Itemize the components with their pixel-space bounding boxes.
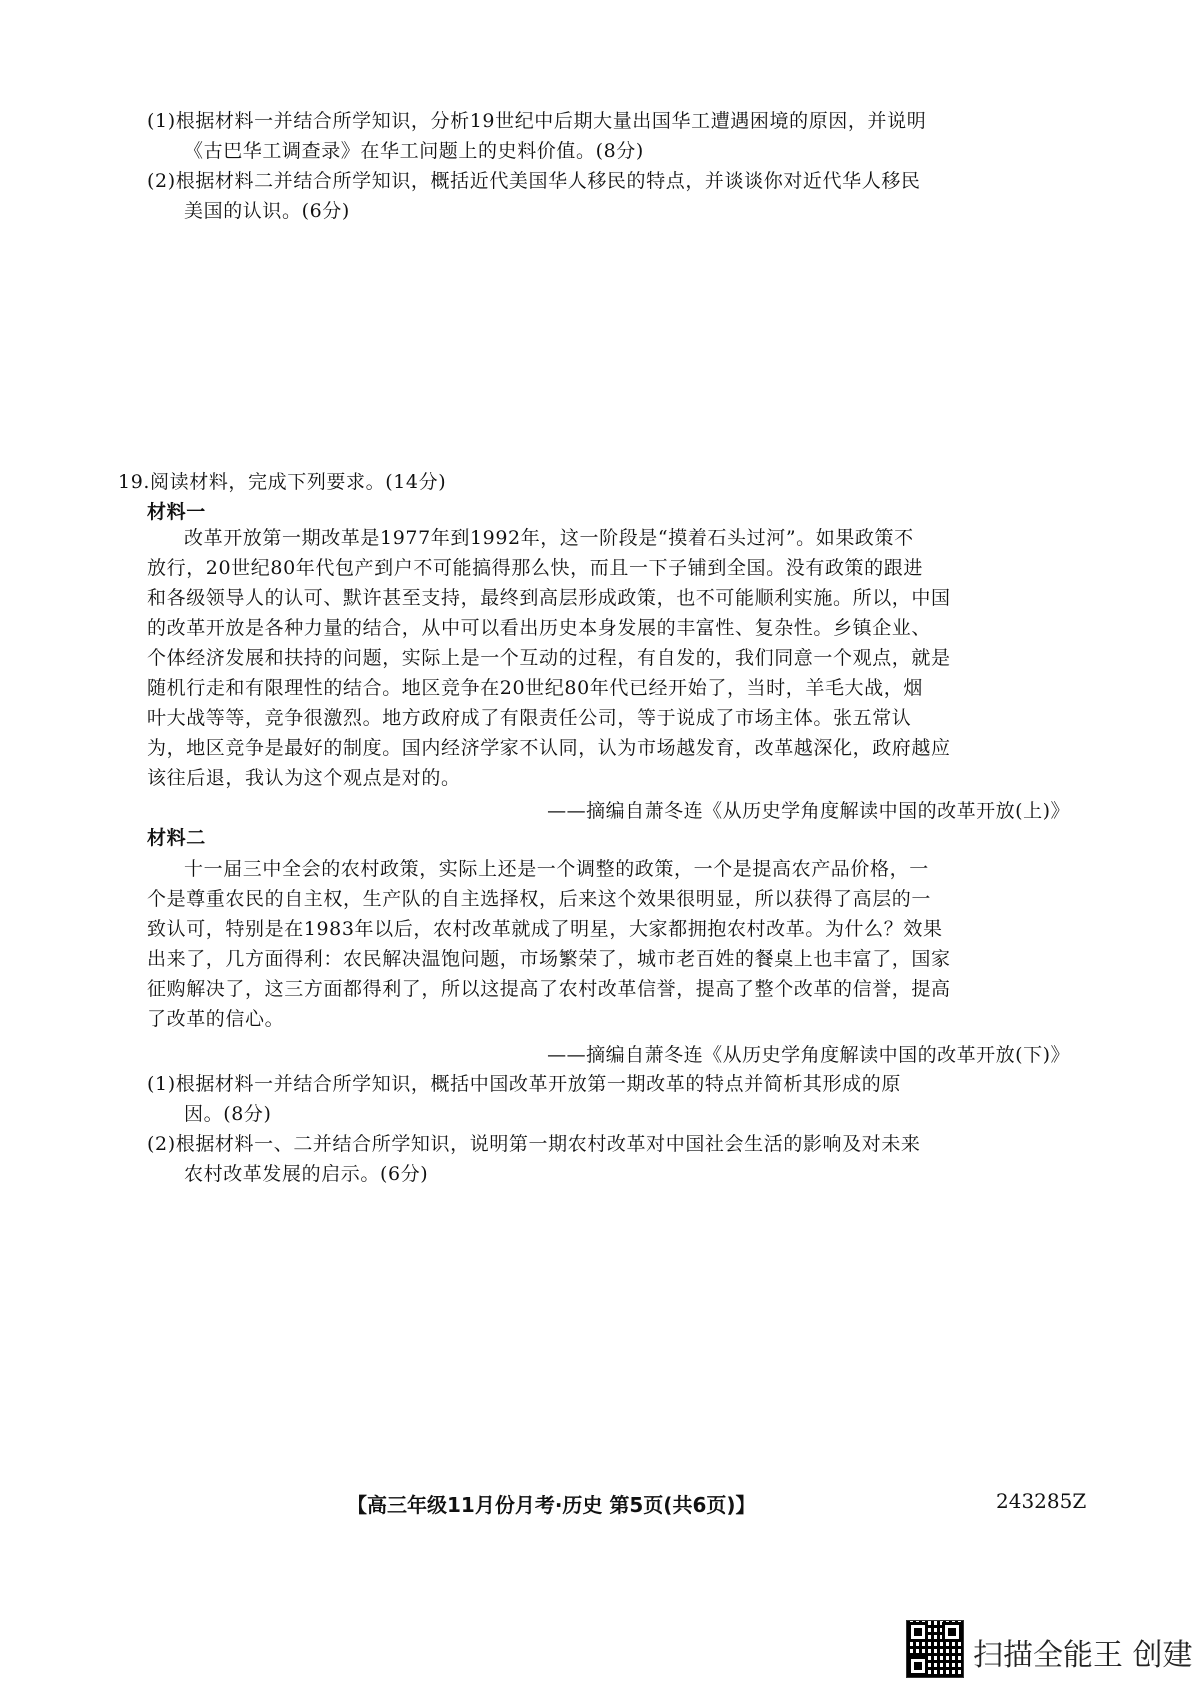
material-1-label: 材料一 xyxy=(147,501,206,523)
material-1-line: 该往后退，我认为这个观点是对的。 xyxy=(147,767,461,789)
page-footer: 【高三年级11月份月考·历史 第5页(共6页)】 xyxy=(347,1493,756,1517)
material-2-line: 个是尊重农民的自主权，生产队的自主选择权，后来这个效果很明显，所以获得了高层的一 xyxy=(147,888,932,910)
material-1-line: 为，地区竞争是最好的制度。国内经济学家不认同，认为市场越发育，改革越深化，政府越应 xyxy=(147,737,951,759)
material-1-line: 叶大战等等，竞争很激烈。地方政府成了有限责任公司，等于说成了市场主体。张五常认 xyxy=(147,707,912,729)
material-1-line: 改革开放第一期改革是1977年到1992年，这一阶段是“摸着石头过河”。如果政策不 xyxy=(184,527,914,549)
material-1-line: 个体经济发展和扶持的问题，实际上是一个互动的过程，有自发的，我们同意一个观点，就是 xyxy=(147,647,951,669)
prev-question-1b: 《古巴华工调查录》在华工问题上的史料价值。(8分) xyxy=(184,140,644,162)
bleed-through-text xyxy=(530,240,620,265)
material-2-label: 材料二 xyxy=(147,827,206,849)
question-19-title: 19.阅读材料，完成下列要求。(14分) xyxy=(118,471,447,493)
prev-question-2b: 美国的认识。(6分) xyxy=(184,200,350,222)
qr-code-icon xyxy=(906,1620,964,1678)
question-19-sub-2b: 农村改革发展的启示。(6分) xyxy=(184,1163,429,1185)
question-19-sub-2a: (2)根据材料一、二并结合所学知识，说明第一期农村改革对中国社会生活的影响及对未来 xyxy=(147,1133,921,1155)
material-1-line: 和各级领导人的认可、默许甚至支持，最终到高层形成政策，也不可能顺利实施。所以，中国 xyxy=(147,587,951,609)
material-2-line: 了改革的信心。 xyxy=(147,1008,285,1030)
material-2-line: 出来了，几方面得利：农民解决温饱问题，市场繁荣了，城市老百姓的餐桌上也丰富了，国家 xyxy=(147,948,951,970)
prev-question-1a: (1)根据材料一并结合所学知识，分析19世纪中后期大量出国华工遭遇困境的原因，并说明 xyxy=(147,110,927,132)
material-2-source: ——摘编自萧冬连《从历史学角度解读中国的改革开放(下)》 xyxy=(547,1044,1070,1066)
exam-code: 243285Z xyxy=(996,1489,1087,1513)
prev-question-2a: (2)根据材料二并结合所学知识，概括近代美国华人移民的特点，并谈谈你对近代华人移民 xyxy=(147,170,921,192)
material-2-line: 征购解决了，这三方面都得利了，所以这提高了农村改革信誉，提高了整个改革的信誉，提高 xyxy=(147,978,951,1000)
material-1-line: 随机行走和有限理性的结合。地区竞争在20世纪80年代已经开始了，当时，羊毛大战，烟 xyxy=(147,677,923,699)
material-1-source: ——摘编自萧冬连《从历史学角度解读中国的改革开放(上)》 xyxy=(547,800,1070,822)
material-1-line: 放行，20世纪80年代包产到户不可能搞得那么快，而且一下子铺到全国。没有政策的跟进 xyxy=(147,557,923,579)
scanner-watermark: 扫描全能王 创建 xyxy=(973,1638,1193,1673)
question-19-sub-1a: (1)根据材料一并结合所学知识，概括中国改革开放第一期改革的特点并简析其形成的原 xyxy=(147,1073,901,1095)
question-19-sub-1b: 因。(8分) xyxy=(184,1103,272,1125)
material-2-line: 十一届三中全会的农村政策，实际上还是一个调整的政策，一个是提高农产品价格，一 xyxy=(184,858,929,880)
material-2-line: 致认可，特别是在1983年以后，农村改革就成了明星，大家都拥抱农村改革。为什么？效果 xyxy=(147,918,943,940)
material-1-line: 的改革开放是各种力量的结合，从中可以看出历史本身发展的丰富性、复杂性。乡镇企业、 xyxy=(147,617,932,639)
